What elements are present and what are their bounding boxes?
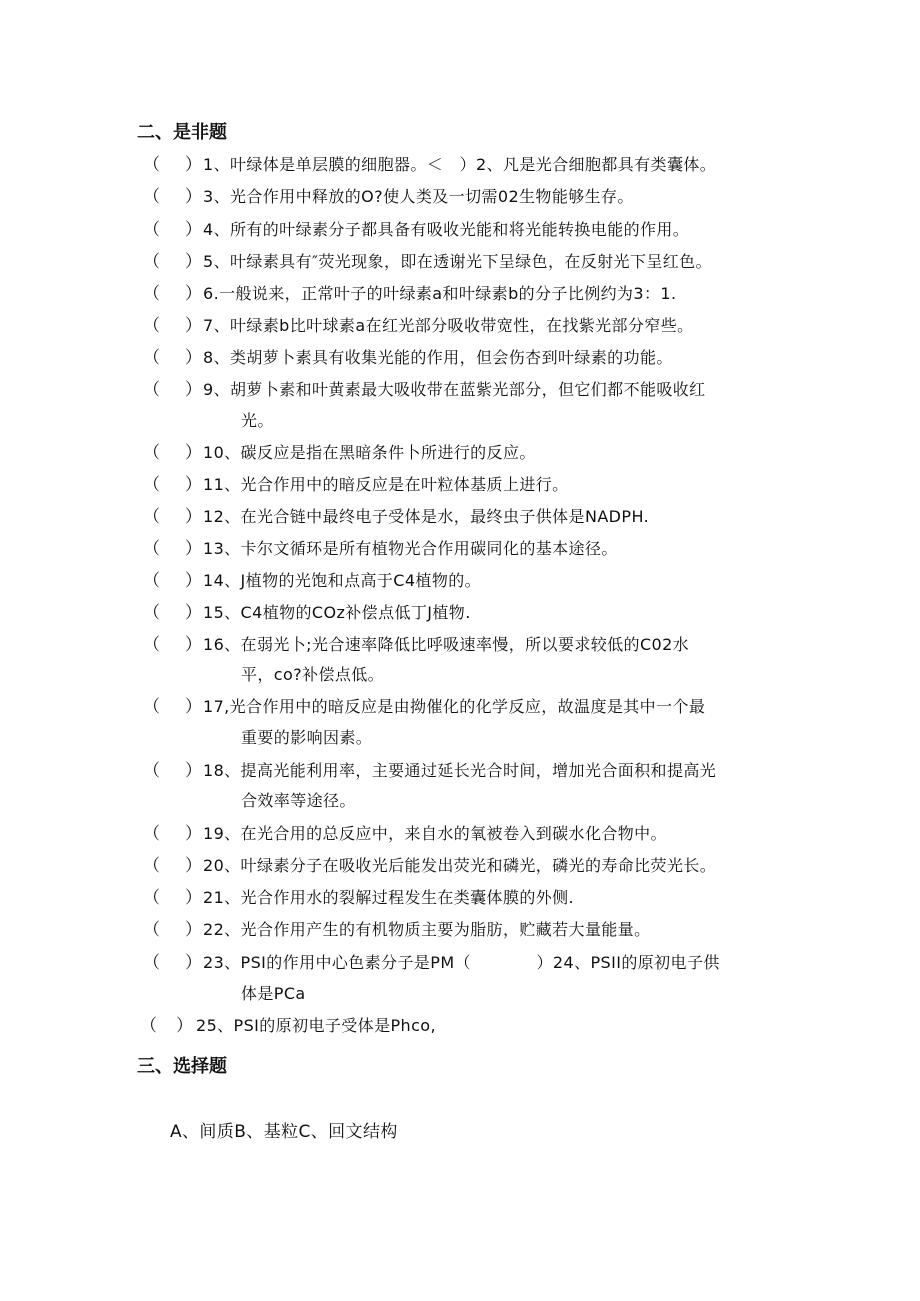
answer-paren-close: ） (176, 1016, 193, 1036)
answer-paren-close: ） (185, 252, 202, 272)
question-text: 8、类胡萝卜素具有收集光能的作用，但会伤杏到叶绿素的功能。 (203, 348, 673, 367)
answer-paren-close: ） (185, 284, 202, 304)
answer-paren-close: ） (185, 316, 202, 336)
question-text: 12、在光合链中最终电子受体是水，最终虫子供体是NADPH. (203, 507, 650, 526)
answer-paren-open[interactable]: （ (143, 155, 160, 175)
answer-paren-close: ） (185, 953, 202, 973)
answer-paren-close: ） (185, 475, 202, 495)
answer-paren-open[interactable]: （ (143, 539, 160, 559)
section-heading-multiple-choice: 三、选择题 (137, 1056, 227, 1077)
answer-paren-close: ） (185, 824, 202, 844)
section-heading-true-false: 二、是非题 (137, 122, 227, 143)
answer-paren-close: ） (185, 539, 202, 559)
question-text: 19、在光合用的总反应中，来自水的氧被卷入到碳水化合物中。 (203, 824, 667, 843)
question-continuation: 合效率等途径。 (241, 791, 356, 810)
answer-paren-close: ） (185, 380, 202, 400)
question-continuation: 体是PCa (241, 984, 306, 1003)
choice-options: A、间质B、基粒C、回文结构 (170, 1122, 398, 1142)
question-text: 1、叶绿体是单层膜的细胞器。＜ ）2、凡是光合细胞都具有类囊体。 (203, 155, 717, 174)
answer-paren-open[interactable]: （ (143, 888, 160, 908)
question-text: 4、所有的叶绿素分子都具备有吸收光能和将光能转换电能的作用。 (203, 220, 690, 239)
answer-paren-close: ） (185, 920, 202, 940)
question-text: 7、叶绿素b比叶球素a在红光部分吸收带宽性，在找紫光部分窄些。 (203, 316, 694, 335)
question-text: 25、PSI的原初电子受体是Phco, (196, 1016, 436, 1035)
answer-paren-close: ） (185, 155, 202, 175)
question-text: 20、叶绿素分子在吸收光后能发出荧光和磷光，磷光的寿命比荧光长。 (203, 856, 717, 875)
question-continuation: 平，co?补偿点低。 (241, 665, 385, 684)
answer-paren-close: ） (185, 507, 202, 527)
answer-paren-close: ） (185, 761, 202, 781)
answer-paren-close: ） (185, 443, 202, 463)
question-text: 18、提高光能利用率，主要通过延长光合时间，增加光合面积和提高光 (203, 761, 717, 780)
question-text: 9、胡萝卜素和叶黄素最大吸收带在蓝紫光部分，但它们都不能吸收红 (203, 380, 706, 399)
answer-paren-open[interactable]: （ (143, 824, 160, 844)
question-text: 3、光合作用中释放的O?使人类及一切需02生物能够生存。 (203, 187, 634, 206)
question-text: 15、C4植物的COz补偿点低丁J植物. (203, 603, 471, 622)
answer-paren-open[interactable]: （ (143, 380, 160, 400)
question-text: 23、PSI的作用中心色素分子是PM（ ）24、PSII的原初电子供 (203, 953, 720, 972)
answer-paren-close: ） (185, 635, 202, 655)
answer-paren-open[interactable]: （ (143, 443, 160, 463)
answer-paren-close: ） (185, 571, 202, 591)
question-text: 10、碳反应是指在黑暗条件卜所进行的反应。 (203, 443, 536, 462)
answer-paren-open[interactable]: （ (140, 1016, 157, 1036)
question-text: 21、光合作用水的裂解过程发生在类囊体膜的外侧. (203, 888, 575, 907)
answer-paren-close: ） (185, 856, 202, 876)
answer-paren-open[interactable]: （ (143, 507, 160, 527)
answer-paren-open[interactable]: （ (143, 187, 160, 207)
answer-paren-open[interactable]: （ (143, 953, 160, 973)
answer-paren-open[interactable]: （ (143, 571, 160, 591)
question-text: 16、在弱光卜;光合速率降低比呼吸速率慢，所以要求较低的C02水 (203, 635, 690, 654)
answer-paren-open[interactable]: （ (143, 697, 160, 717)
answer-paren-open[interactable]: （ (143, 475, 160, 495)
answer-paren-close: ） (185, 697, 202, 717)
answer-paren-close: ） (185, 187, 202, 207)
answer-paren-open[interactable]: （ (143, 761, 160, 781)
question-text: 11、光合作用中的暗反应是在叶粒体基质上进行。 (203, 475, 569, 494)
question-text: 22、光合作用产生的有机物质主要为脂肪，贮藏若大量能量。 (203, 920, 651, 939)
answer-paren-open[interactable]: （ (143, 920, 160, 940)
answer-paren-open[interactable]: （ (143, 252, 160, 272)
answer-paren-open[interactable]: （ (143, 856, 160, 876)
answer-paren-close: ） (185, 603, 202, 623)
answer-paren-open[interactable]: （ (143, 284, 160, 304)
question-text: 6.一般说来，正常叶子的叶绿素a和叶绿素b的分子比例约为3：1. (203, 284, 677, 303)
answer-paren-open[interactable]: （ (143, 220, 160, 240)
question-continuation: 光。 (241, 411, 274, 430)
question-text: 17,光合作用中的暗反应是由拗催化的化学反应，故温度是其中一个最 (203, 697, 706, 716)
question-text: 13、卡尔文循环是所有植物光合作用碳同化的基本途径。 (203, 539, 618, 558)
answer-paren-close: ） (185, 220, 202, 240)
answer-paren-open[interactable]: （ (143, 348, 160, 368)
answer-paren-open[interactable]: （ (143, 635, 160, 655)
question-continuation: 重要的影响因素。 (241, 728, 373, 747)
answer-paren-open[interactable]: （ (143, 603, 160, 623)
question-text: 14、J植物的光饱和点高于C4植物的。 (203, 571, 482, 590)
answer-paren-close: ） (185, 888, 202, 908)
answer-paren-close: ） (185, 348, 202, 368)
answer-paren-open[interactable]: （ (143, 316, 160, 336)
question-text: 5、叶绿素具有″荧光现象，即在透谢光下呈绿色，在反射光下呈红色。 (203, 252, 712, 271)
